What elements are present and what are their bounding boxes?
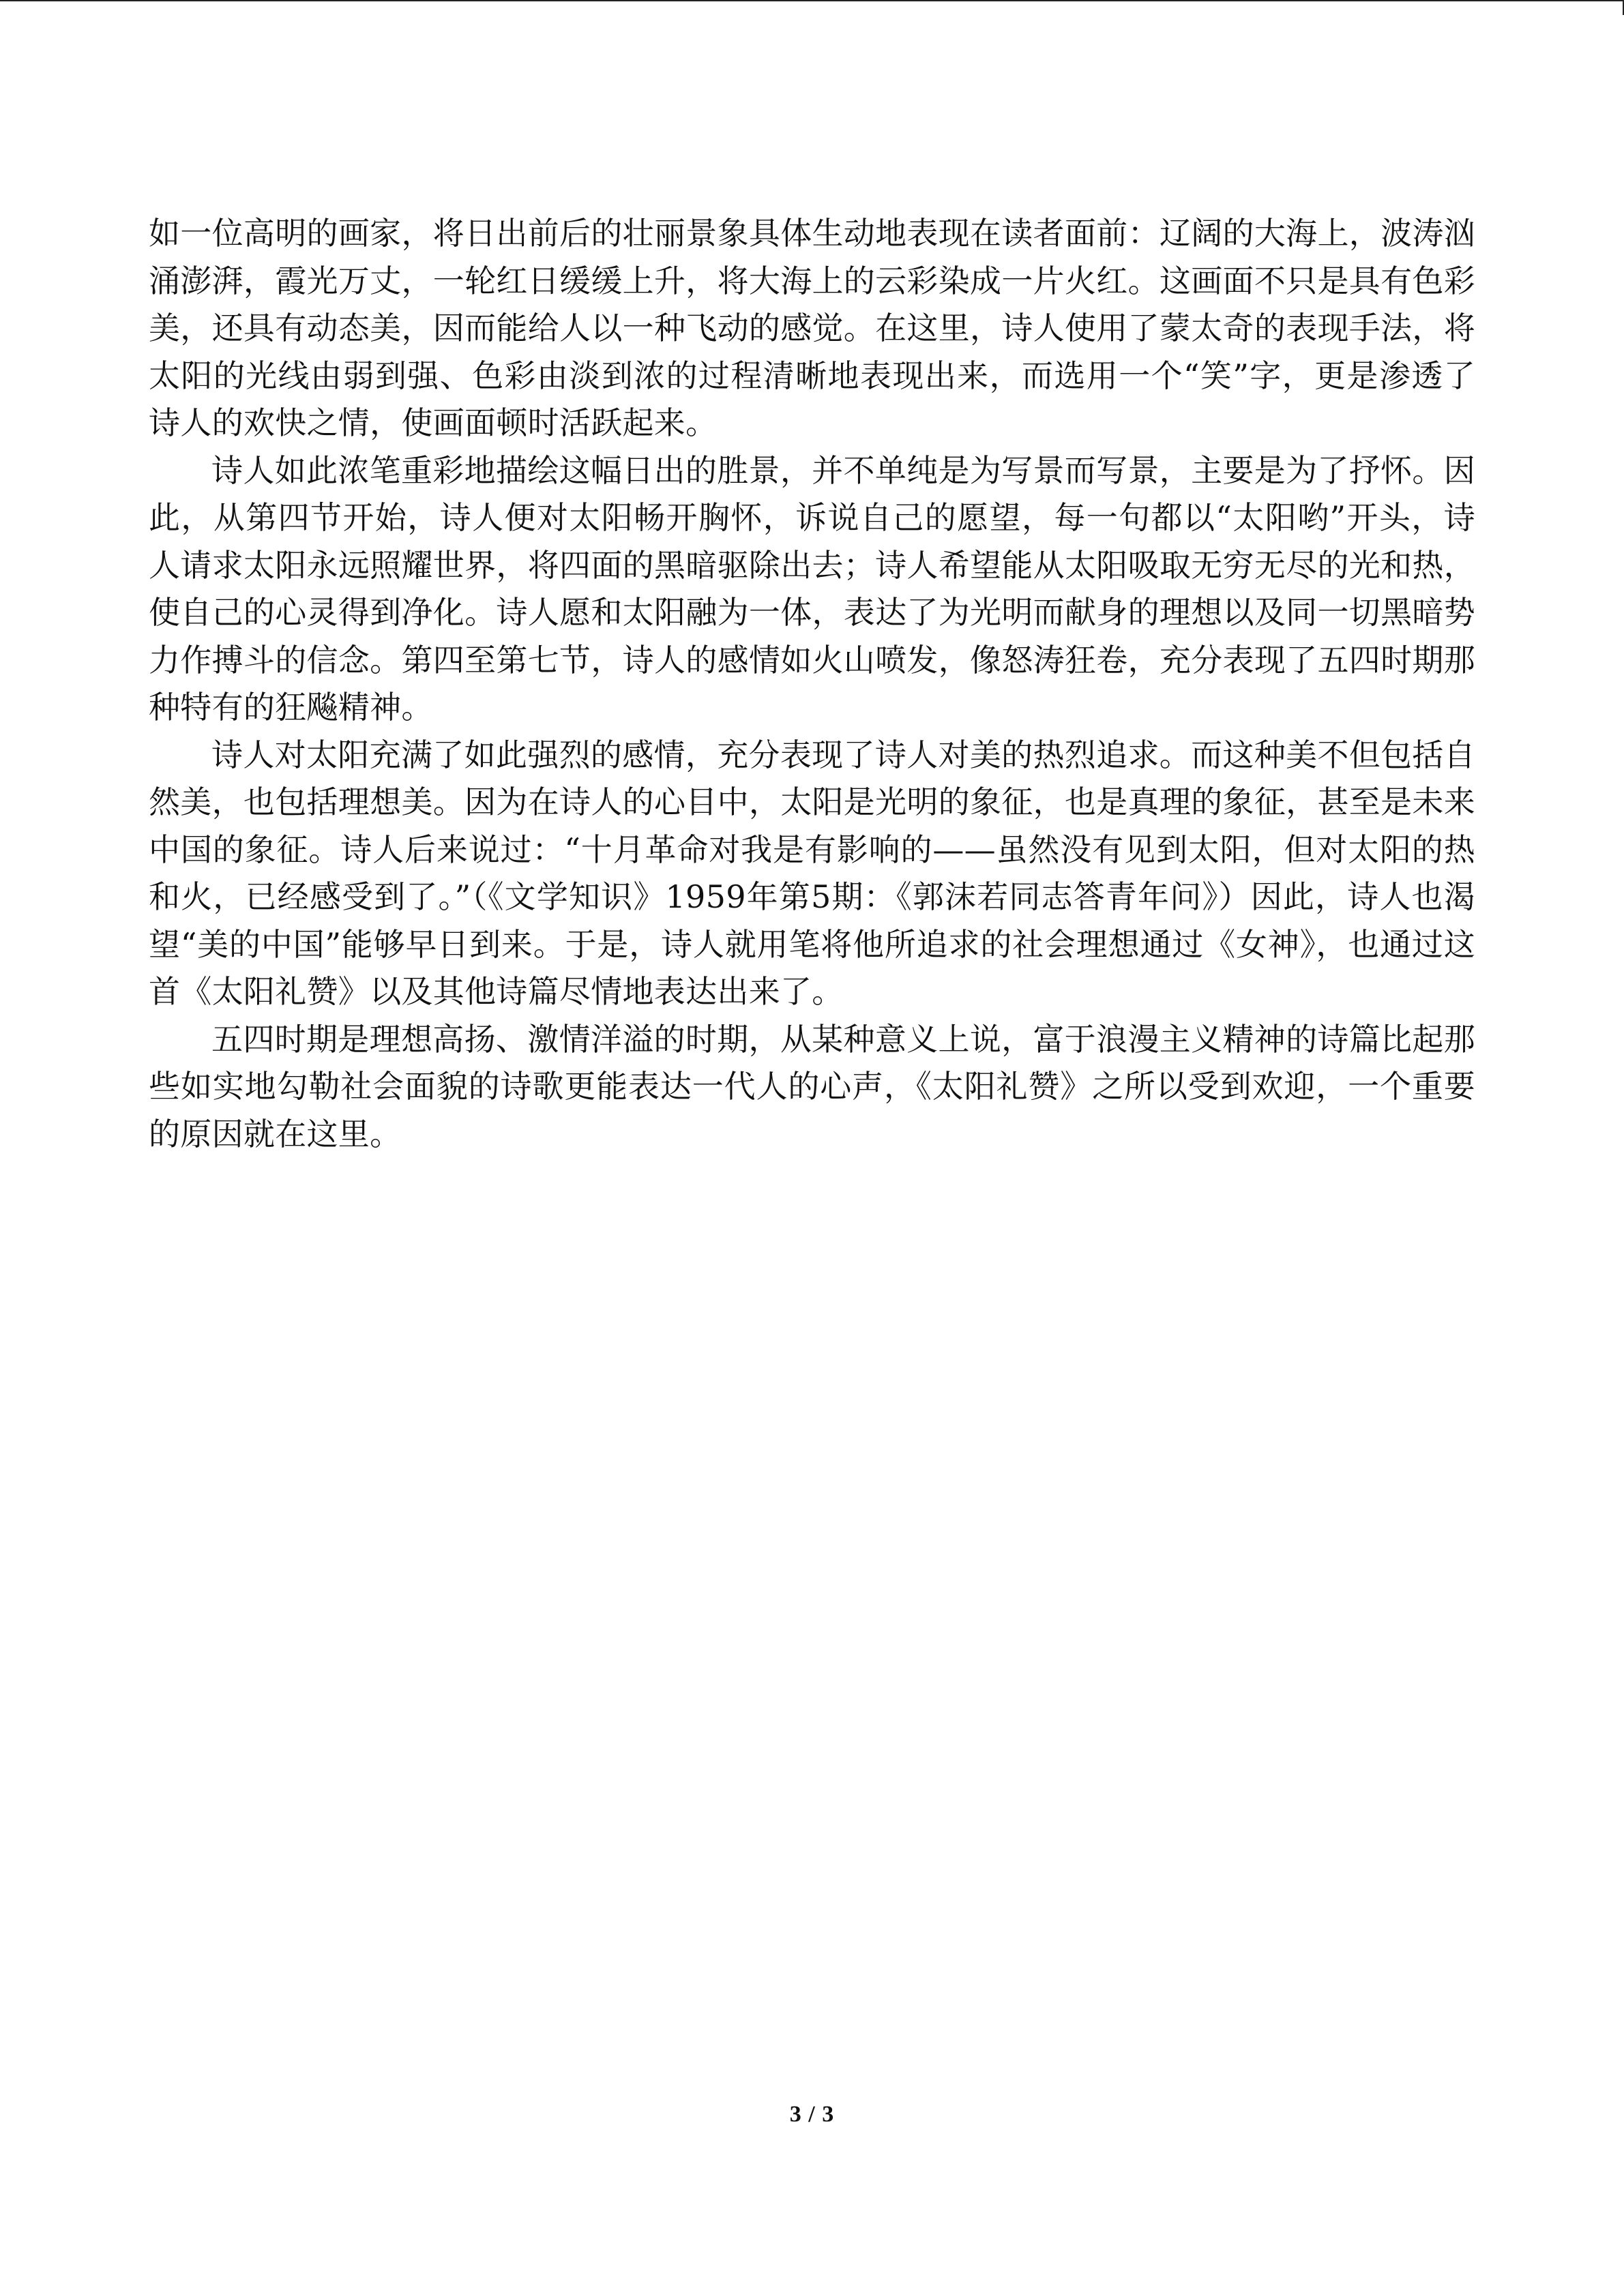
paragraph-pursuit-of-beauty: 诗人对太阳充满了如此强烈的感情，充分表现了诗人对美的热烈追求。而这种美不但包括自然美，也包括理想美。因为在诗人的心目中，太阳是光明的象征，也是真理的象征，甚至是未来中国的象征。诗人后来说过：“十月革命对我是有影响的——虽然没有见到太阳，但对太阳的热和火，已经感受到了。”（《文学知识》1959年第5期：《郭沫若同志答青年问》）因此，诗人也渴望“美的中国”能够早日到来。于是，诗人就用笔将他所追求的社会理想通过《女神》，也通过这首《太阳礼赞》以及其他诗篇尽情地表达出来了。 (149, 736, 1475, 1010)
document-body (149, 210, 1475, 1158)
top-border-line (0, 0, 1624, 1)
page-number: 3 / 3 (789, 2102, 835, 2127)
paragraph-continuation: 如一位高明的画家，将日出前后的壮丽景象具体生动地表现在读者面前：辽阔的大海上，波涛汹涌澎湃，霞光万丈，一轮红日缓缓上升，将大海上的云彩染成一片火红。这画面不只是具有色彩美，还具有动态美，因而能给人以一种飞动的感觉。在这里，诗人使用了蒙太奇的表现手法，将太阳的光线由弱到强、色彩由淡到浓的过程清晰地表现出来，而选用一个“笑”字，更是渗透了诗人的欢快之情，使画面顿时活跃起来。 (149, 215, 1475, 441)
paragraph-sunrise-meaning: 诗人如此浓笔重彩地描绘这幅日出的胜景，并不单纯是为写景而写景，主要是为了抒怀。因此，从第四节开始，诗人便对太阳畅开胸怀，诉说自己的愿望，每一句都以“太阳哟”开头，诗人请求太阳永远照耀世界，将四面的黑暗驱除出去；诗人希望能从太阳吸取无穷无尽的光和热，使自己的心灵得到净化。诗人愿和太阳融为一体，表达了为光明而献身的理想以及同一切黑暗势力作搏斗的信念。第四至第七节，诗人的感情如火山喷发，像怒涛狂卷，充分表现了五四时期那种特有的狂飚精神。 (149, 451, 1475, 726)
paragraph-may-fourth: 五四时期是理想高扬、激情洋溢的时期，从某种意义上说，富于浪漫主义精神的诗篇比起那些如实地勾勒社会面貌的诗歌更能表达一代人的心声，《太阳礼赞》之所以受到欢迎，一个重要的原因就在这里。 (149, 1020, 1475, 1152)
